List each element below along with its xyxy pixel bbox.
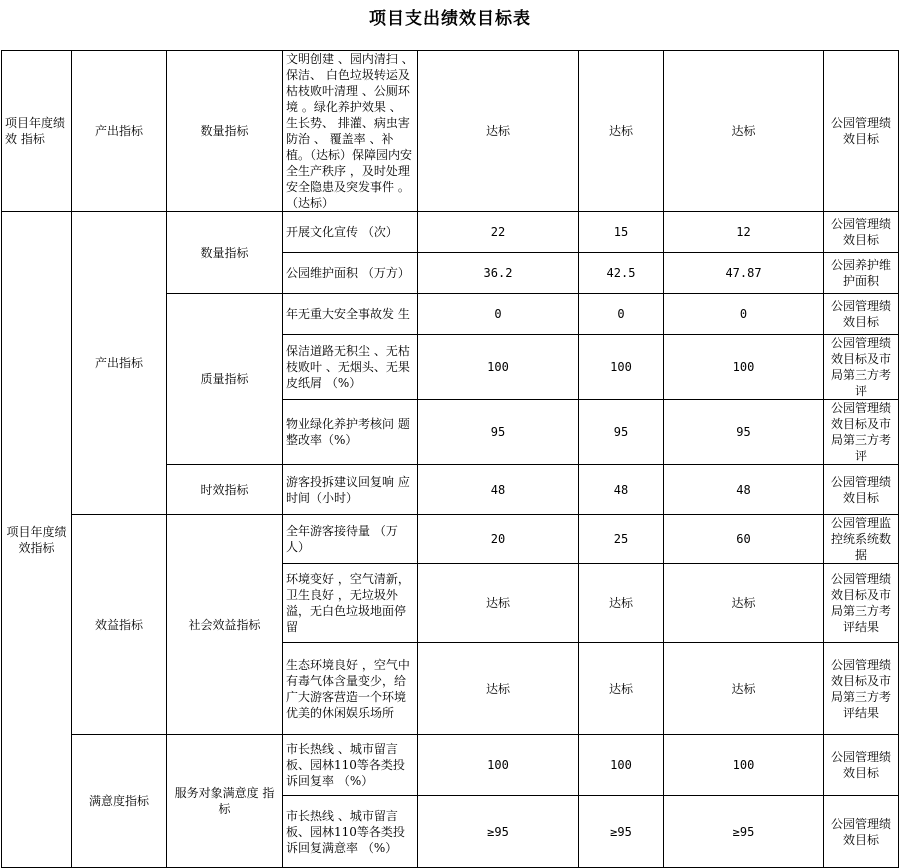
- table-row: [2, 735, 899, 796]
- value-cell: ≥95: [664, 796, 824, 868]
- content-cell: 文明创建 、园内清扫 、保洁、 白色垃圾转运及枯枝败叶清理 、公厕环境 。绿化养护效果 、 生长势、 排灌、病虫害防治 、 覆盖率 、补植。（达标）保障园内安全生产秩序 ，及时处理安全隐患及突发事件 。（达标）: [283, 51, 418, 212]
- value-cell: ≥95: [579, 796, 664, 868]
- value-cell: 25: [579, 515, 664, 564]
- table-row: [2, 51, 899, 212]
- source-cell: 公园管理绩效目标及市局第三方考评: [824, 335, 899, 400]
- level2-cell: 质量指标: [167, 294, 283, 465]
- source-cell: 公园管理绩效目标: [824, 212, 899, 253]
- value-cell: 100: [664, 735, 824, 796]
- level2-cell: 数量指标: [167, 212, 283, 294]
- value-cell: 达标: [418, 564, 579, 643]
- value-cell: 100: [418, 335, 579, 400]
- value-cell: 48: [579, 465, 664, 515]
- source-cell: 公园管理绩效目标: [824, 51, 899, 212]
- value-cell: 达标: [418, 643, 579, 735]
- value-cell: 100: [579, 735, 664, 796]
- indicator-label-cell: 项目年度绩效指标: [2, 212, 72, 868]
- value-cell: 0: [664, 294, 824, 335]
- content-cell: 环境变好 ，空气清新，卫生良好 ，无垃圾外溢，无白色垃圾地面停留: [283, 564, 418, 643]
- value-cell: 20: [418, 515, 579, 564]
- value-cell: 95: [418, 400, 579, 465]
- table-row: [2, 212, 899, 253]
- level2-cell: 时效指标: [167, 465, 283, 515]
- level1-cell: 产出指标: [72, 51, 167, 212]
- source-cell: 公园管理绩效目标及市局第三方考评: [824, 400, 899, 465]
- level2-cell: 社会效益指标: [167, 515, 283, 735]
- source-cell: 公园管理绩效目标及市局第三方考评结果: [824, 643, 899, 735]
- source-cell: 公园管理绩效目标: [824, 735, 899, 796]
- content-cell: 年无重大安全事故发 生: [283, 294, 418, 335]
- content-cell: 全年游客接待量 （万人）: [283, 515, 418, 564]
- value-cell: 达标: [579, 643, 664, 735]
- value-cell: 0: [579, 294, 664, 335]
- content-cell: 物业绿化养护考核问 题整改率（%）: [283, 400, 418, 465]
- value-cell: 达标: [579, 51, 664, 212]
- content-cell: 游客投拆建议回复响 应时间（小时）: [283, 465, 418, 515]
- value-cell: 100: [664, 335, 824, 400]
- content-cell: 开展文化宣传 （次）: [283, 212, 418, 253]
- content-cell: 保洁道路无积尘 、无枯枝败叶 、无烟头、无果皮纸屑 （%）: [283, 335, 418, 400]
- value-cell: 95: [579, 400, 664, 465]
- value-cell: 12: [664, 212, 824, 253]
- value-cell: 0: [418, 294, 579, 335]
- level2-cell: 服务对象满意度 指 标: [167, 735, 283, 868]
- value-cell: 48: [664, 465, 824, 515]
- level2-cell: 数量指标: [167, 51, 283, 212]
- value-cell: 42.5: [579, 253, 664, 294]
- value-cell: 36.2: [418, 253, 579, 294]
- value-cell: 95: [664, 400, 824, 465]
- indicator-label-cell: 项目年度绩效 指标: [2, 51, 72, 212]
- value-cell: 达标: [664, 564, 824, 643]
- value-cell: 达标: [418, 51, 579, 212]
- level1-cell: 产出指标: [72, 212, 167, 515]
- table-row: [2, 515, 899, 564]
- page-title: 项目支出绩效目标表: [369, 9, 531, 29]
- content-cell: 市长热线 、城市留言板、园林110等各类投诉回复率 （%）: [283, 735, 418, 796]
- value-cell: 达标: [664, 51, 824, 212]
- source-cell: 公园养护维护面积: [824, 253, 899, 294]
- level1-cell: 效益指标: [72, 515, 167, 735]
- source-cell: 公园管理监控统系统数据: [824, 515, 899, 564]
- source-cell: 公园管理绩效目标: [824, 294, 899, 335]
- performance-table: [1, 50, 899, 868]
- content-cell: 市长热线 、城市留言板、园林110等各类投诉回复满意率 （%）: [283, 796, 418, 868]
- value-cell: 达标: [579, 564, 664, 643]
- source-cell: 公园管理绩效目标: [824, 465, 899, 515]
- level1-cell: 满意度指标: [72, 735, 167, 868]
- content-cell: 公园维护面积 （万方）: [283, 253, 418, 294]
- value-cell: 47.87: [664, 253, 824, 294]
- value-cell: ≥95: [418, 796, 579, 868]
- value-cell: 15: [579, 212, 664, 253]
- value-cell: 达标: [664, 643, 824, 735]
- value-cell: 22: [418, 212, 579, 253]
- value-cell: 48: [418, 465, 579, 515]
- content-cell: 生态环境良好 ，空气中有毒气体含量变少，给广大游客营造一个环境优美的休闲娱乐场所: [283, 643, 418, 735]
- value-cell: 100: [579, 335, 664, 400]
- value-cell: 100: [418, 735, 579, 796]
- source-cell: 公园管理绩效目标及市局第三方考评结果: [824, 564, 899, 643]
- value-cell: 60: [664, 515, 824, 564]
- source-cell: 公园管理绩效目标: [824, 796, 899, 868]
